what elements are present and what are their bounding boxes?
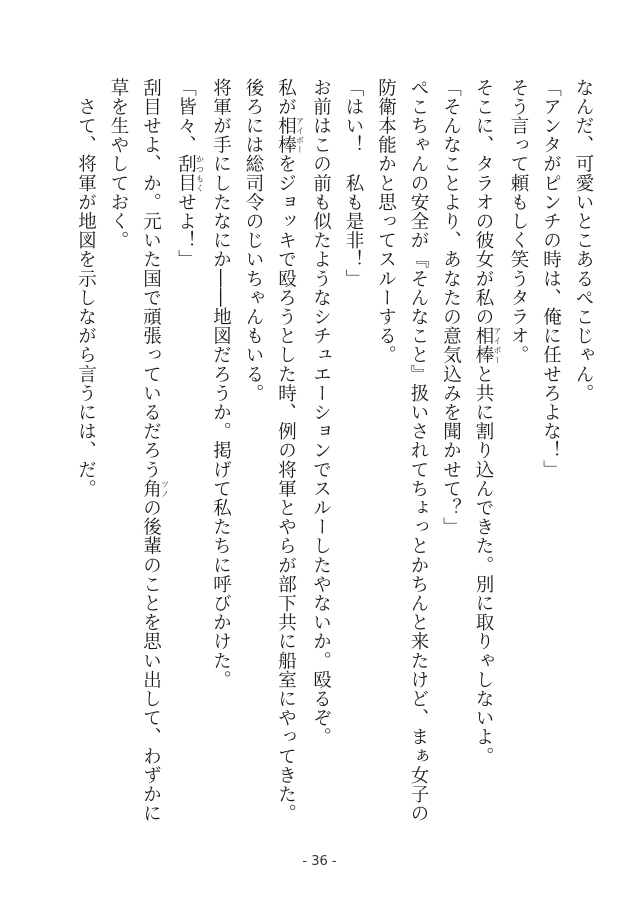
ruby-tsuno: 角 ツノ — [140, 479, 170, 499]
text-line-4: そこに、タラオの彼女が私の相棒 アイボーと共に割り込んできた。別に取りゃしないよ。 — [473, 78, 502, 766]
ruby-text-aibou-2: アイボー — [295, 116, 305, 155]
text-line-6: ぺこちゃんの安全が『そんなこと』扱いされてちょっとかちんと来たけど、まぁ女子の — [408, 78, 429, 823]
ruby-aibou-2: 相棒 アイボー — [275, 116, 305, 155]
text-line-9: お前はこの前も似たようなシチュエーションでスルーしたやないか。殴るぞ。 — [310, 78, 332, 747]
text-line-11: 後ろには総司令のじいちゃんもいる。 — [243, 78, 264, 403]
text-line-5: 「そんなことより、あなたの意気込みを聞かせて？」 — [440, 78, 462, 537]
ruby-text-katsumoku: かつもく — [195, 154, 205, 193]
text-line-8: 「はい！ 私も是非！」 — [343, 78, 364, 289]
vertical-text-body — [69, 78, 599, 858]
ruby-katsumoku: 刮目 かつもく — [175, 154, 205, 193]
text-line-13: 「皆々、刮目 かつもくせよ！」 — [175, 78, 205, 270]
ruby-text-tsuno: ツノ — [160, 479, 170, 499]
text-line-14: 刮目せよ、か。元いた国で頑張っているだろう角 ツノの後輩のことを思い出して、わずかに — [140, 78, 170, 823]
page-number: - 36 - — [302, 854, 337, 869]
text-line-3: そう言って頼もしく笑うタラオ。 — [508, 78, 529, 365]
text-line-10: 私が相棒 アイボーをジョッキで殴ろうとした時、例の将軍とやらが部下共に船室にやってきた。 — [275, 78, 305, 823]
text-line-7: 防衛本能かと思ってスルーする。 — [375, 78, 397, 365]
text-line-2: 「アンタがピンチの時は、俺に任せろよな！」 — [540, 78, 562, 480]
text-line-1: なんだ、可愛いとこあるぺこじゃん。 — [573, 78, 594, 403]
ruby-aibou-1: 相棒 アイボー — [473, 326, 502, 365]
ruby-text-aibou-1: アイボー — [493, 326, 502, 365]
text-line-15: 草を生やしておく。 — [108, 78, 129, 250]
text-line-12: 将軍が手にしたなにか――地図だろうか。掲げて私たちに呼びかけた。 — [210, 78, 232, 690]
text-line-16: さて、将軍が地図を示しながら言うには、だ。 — [75, 78, 97, 499]
